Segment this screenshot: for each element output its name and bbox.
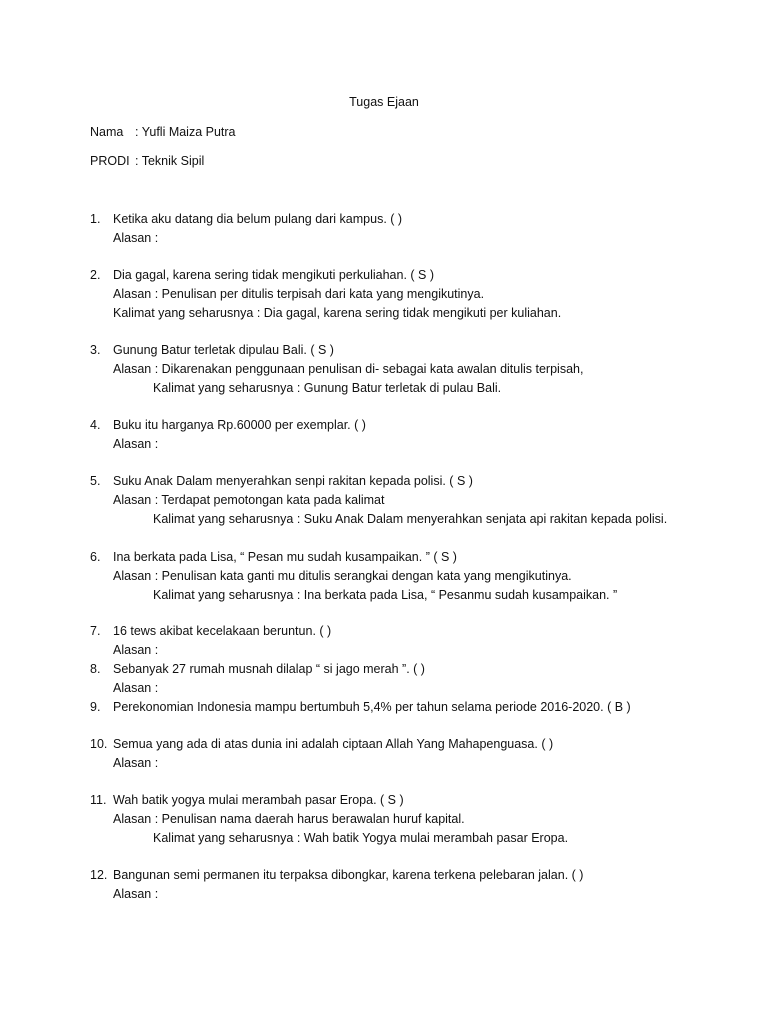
item-number: 4.	[90, 418, 101, 432]
prodi-label: PRODI	[90, 154, 130, 168]
item-sentence: Perekonomian Indonesia mampu bertumbuh 5,4% per tahun selama periode 2016-2020. ( B )	[113, 700, 631, 714]
item-number: 7.	[90, 624, 101, 638]
item-sentence: Gunung Batur terletak dipulau Bali. ( S )	[113, 343, 334, 357]
item-sentence: Suku Anak Dalam menyerahkan senpi rakitan kepada polisi. ( S )	[113, 474, 473, 488]
item-correction: Kalimat yang seharusnya : Wah batik Yogya mulai merambah pasar Eropa.	[153, 831, 569, 845]
item-sentence: Wah batik yogya mulai merambah pasar Eropa. ( S )	[113, 793, 404, 807]
item-sentence: Ketika aku datang dia belum pulang dari kampus. ( )	[113, 212, 403, 226]
item-number: 8.	[90, 662, 101, 676]
item-number: 6.	[90, 550, 101, 564]
item-reason: Alasan : Penulisan nama daerah harus berawalan huruf kapital.	[113, 812, 465, 826]
item-sentence: Bangunan semi permanen itu terpaksa dibongkar, karena terkena pelebaran jalan. ( )	[113, 868, 584, 882]
item-sentence: Ina berkata pada Lisa, “ Pesan mu sudah kusampaikan. ” ( S )	[113, 550, 457, 564]
item-sentence: Buku itu harganya Rp.60000 per exemplar. ( )	[113, 418, 366, 432]
prodi-value: : Teknik Sipil	[135, 154, 205, 168]
item-number: 11.	[90, 793, 107, 807]
item-reason: Alasan :	[113, 756, 159, 770]
item-correction: Kalimat yang seharusnya : Dia gagal, karena sering tidak mengikuti per kuliahan.	[113, 306, 562, 320]
item-number: 3.	[90, 343, 101, 357]
item-number: 1.	[90, 212, 101, 226]
item-sentence: Dia gagal, karena sering tidak mengikuti perkuliahan. ( S )	[113, 268, 435, 282]
document-title: Tugas Ejaan	[349, 95, 419, 109]
item-number: 12.	[90, 868, 108, 882]
item-reason: Alasan : Penulisan kata ganti mu ditulis serangkai dengan kata yang mengikutinya.	[113, 569, 572, 583]
item-number: 10.	[90, 737, 108, 751]
item-reason: Alasan :	[113, 231, 159, 245]
name-value: : Yufli Maiza Putra	[135, 125, 236, 139]
item-reason: Alasan : Dikarenakan penggunaan penulisan di- sebagai kata awalan ditulis terpisah,	[113, 362, 584, 376]
item-number: 2.	[90, 268, 101, 282]
name-label: Nama	[90, 125, 124, 139]
item-reason: Alasan :	[113, 437, 159, 451]
item-number: 9.	[90, 700, 101, 714]
item-reason: Alasan :	[113, 643, 159, 657]
item-sentence: Semua yang ada di atas dunia ini adalah ciptaan Allah Yang Mahapenguasa. ( )	[113, 737, 554, 751]
item-number: 5.	[90, 474, 101, 488]
item-correction: Kalimat yang seharusnya : Ina berkata pada Lisa, “ Pesanmu sudah kusampaikan. ”	[153, 588, 618, 602]
item-reason: Alasan :	[113, 887, 159, 901]
item-sentence: 16 tews akibat kecelakaan beruntun. ( )	[113, 624, 332, 638]
item-reason: Alasan : Terdapat pemotongan kata pada kalimat	[113, 493, 385, 507]
item-sentence: Sebanyak 27 rumah musnah dilalap “ si jago merah ”. ( )	[113, 662, 425, 676]
item-reason: Alasan : Penulisan per ditulis terpisah dari kata yang mengikutinya.	[113, 287, 485, 301]
item-correction: Kalimat yang seharusnya : Suku Anak Dalam menyerahkan senjata api rakitan kepada polisi.	[153, 512, 668, 526]
item-reason: Alasan :	[113, 681, 159, 695]
item-correction: Kalimat yang seharusnya : Gunung Batur terletak di pulau Bali.	[153, 381, 502, 395]
